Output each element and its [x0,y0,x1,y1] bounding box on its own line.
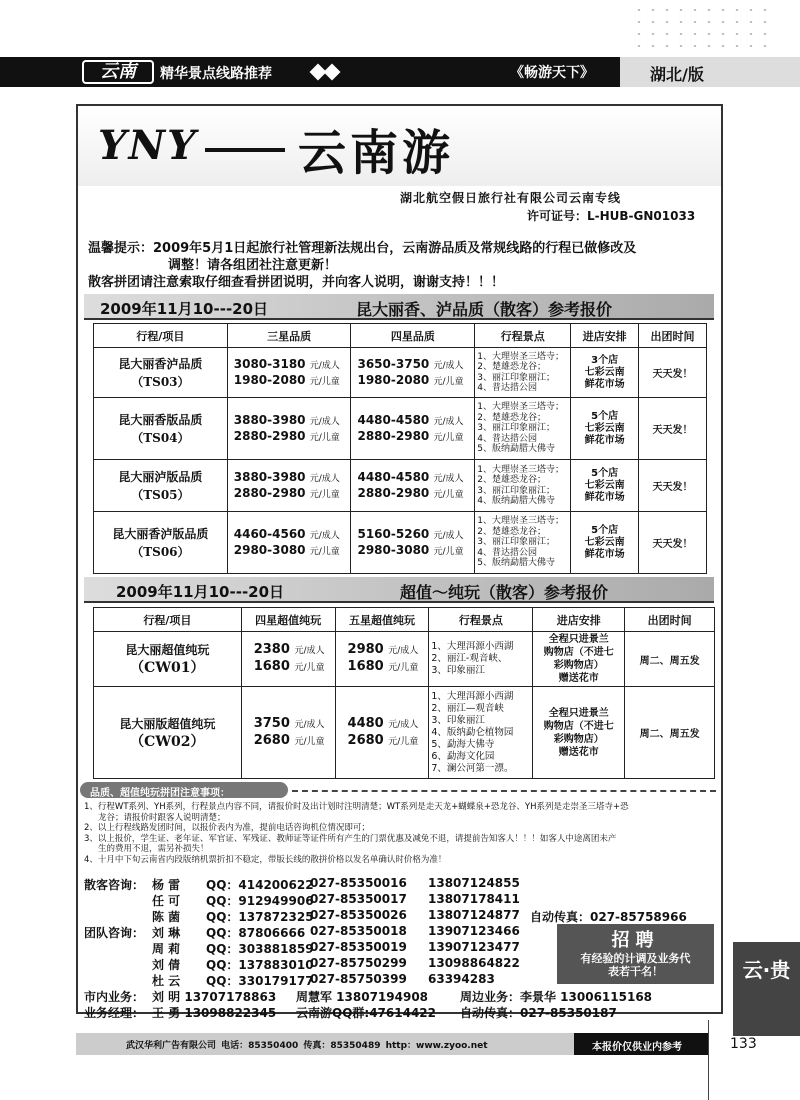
route-name: 昆大丽版超值纯玩 [119,716,216,731]
price-adult: 4460-4560 [233,526,306,541]
contact-mobile: 13907123477 [428,940,520,954]
contact-mobile: 13907123466 [428,924,520,938]
col-header: 行程/项目 [94,608,242,632]
contact-mobile: 13807178411 [428,892,520,906]
price-cell [351,460,475,512]
note-item: 生的费用不退，需另补损失！ [98,844,209,855]
spots-cell: 1、大理崇圣三塔寺； 2、楚雄恐龙谷； 3、丽江印象丽江； 4、版纳勐腊大佛寺 [475,460,571,512]
col-header: 出团时间 [639,324,707,348]
col-header: 行程/项目 [94,324,228,348]
unit-label: 元/成人 [309,360,340,371]
license-number: 许可证号：L-HUB-GN01033 [527,209,696,223]
dashed-divider [292,790,716,792]
contact-name: 杜 云 [152,974,181,988]
header-tagline: 精华景点线路推荐 [160,66,272,82]
route-name-cell [94,460,228,512]
price-adult: 4480-4580 [357,469,430,484]
contact-name: 周 莉 [152,942,181,956]
unit-label: 元/儿童 [433,546,464,557]
col-header: 四星品质 [351,324,475,348]
fax-number: 自动传真：027-85758966 [530,910,687,924]
col-header: 进店安排 [571,324,639,348]
qq-group: 云南游QQ群:47614422 [296,1006,436,1020]
edition-label: 湖北/版 [620,57,800,87]
price-cell [227,348,351,398]
route-code: （TS06） [131,544,190,559]
section1-header [84,294,714,320]
price-child: 2680 [253,732,290,748]
decorative-dot-grid [632,4,772,52]
notice-line: 温馨提示：2009年5月1日起旅行社管理新法规出台，云南游品质及常规线路的行程已做修改及 [88,241,637,256]
recruit-box [557,924,714,984]
departure-cell: 周二、周五发 [625,632,715,687]
unit-label: 元/儿童 [388,736,419,747]
table-row [94,632,715,687]
route-name: 昆大丽泸版品质 [118,469,203,484]
shops-cell: 全程只进景兰 购物店（不进七 彩购物店） 赠送花市 [533,632,625,687]
col-header: 四星超值纯玩 [241,608,335,632]
shops-cell: 5个店 七彩云南 鲜花市场 [571,512,639,574]
price-child: 2880-2980 [357,428,430,443]
price-child: 1680 [253,659,290,674]
table-header-row [94,608,715,632]
contact-name: 杨 雷 [152,878,181,892]
table-row [94,398,707,460]
contact-name: 刘 琳 [152,926,181,940]
route-name-cell [94,348,228,398]
col-header: 五星超值纯玩 [335,608,429,632]
contact-label: 散客咨询： [84,878,145,892]
note-item: 4、十月中下旬云南省内段版纳机票折扣不稳定，带版长线的散拼价格以发名单确认时价格为准！ [84,854,447,865]
departure-cell: 天天发！ [639,460,707,512]
contact-name: 刘 倩 [152,958,181,972]
unit-label: 元/成人 [388,719,419,730]
price-child: 2880-2980 [233,485,306,500]
contact-mobile: 13098864822 [428,956,520,970]
contact-qq: QQ：330179177 [206,974,314,988]
departure-cell: 天天发！ [639,348,707,398]
note-item: 3、以上报价，学生证、老年证、军官证、军残证、教师证等证件所有产生的门票优惠及减免不退，请提前告知客人！！！如客人中途离团未产 [84,833,617,844]
reference-note: 本报价仅供业内参考 [574,1033,708,1055]
spots-cell: 1、大理崇圣三塔寺； 2、楚雄恐龙谷； 3、丽江印象丽江； 4、普达措公园 5、版纳勐腊大佛寺 [475,398,571,460]
notice-block [88,240,713,291]
price-adult: 2380 [253,642,290,657]
unit-label: 元/成人 [388,646,419,656]
unit-label: 元/儿童 [309,376,340,387]
brand-logo: 云南 [82,60,154,84]
price-adult: 3880-3980 [233,469,306,484]
price-cell [351,348,475,398]
spots-cell: 1、大理崇圣三塔寺； 2、楚雄恐龙谷； 3、丽江印象丽江； 4、普达措公园 5、版纳勐腊大佛寺 [475,512,571,574]
shops-cell: 3个店 七彩云南 鲜花市场 [571,348,639,398]
route-name-cell [94,632,242,687]
price-child: 2980-3080 [357,542,430,557]
unit-label: 元/儿童 [433,376,464,387]
route-name-cell [94,687,242,779]
contact-name: 陈 菌 [152,910,181,924]
unit-label: 元/儿童 [294,663,325,673]
contact-phone: 027-85350017 [310,892,407,906]
shops-cell: 全程只进景兰 购物店（不进七 彩购物店） 赠送花市 [533,687,625,779]
logo-script-text: YNY [98,122,198,169]
section1-title: 昆大丽香、泸品质（散客）参考报价 [356,300,613,319]
price-cell [335,687,429,779]
contact-phone: 027-85750299 [310,956,407,970]
region-tab: 云·贵 [733,942,800,1036]
contact-manager: 王 勇 13098822345 [152,1006,277,1020]
col-header: 行程景点 [475,324,571,348]
unit-label: 元/成人 [309,530,340,541]
price-cell [241,687,335,779]
route-code: （TS03） [131,374,190,389]
section2-header [84,577,714,603]
contact-label: 团队咨询： [84,926,145,940]
departure-cell: 天天发！ [639,398,707,460]
price-adult: 3080-3180 [233,356,306,371]
route-name: 昆大丽香泸品质 [118,356,203,371]
section2-title: 超值～纯玩（散客）参考报价 [400,583,609,602]
fax-number: 自动传真：027-85350187 [460,1006,617,1020]
contact-phone: 027-85350016 [310,876,407,890]
departure-cell: 天天发！ [639,512,707,574]
table-row [94,687,715,779]
section2-date: 2009年11月10---20日 [116,583,285,601]
contact-label: 业务经理： [84,1006,145,1020]
table-header-row [94,324,707,348]
price-cell [227,398,351,460]
price-child: 1980-2080 [233,372,306,387]
recruit-text: 有经验的计调及业务代 [580,952,691,965]
col-header: 行程景点 [429,608,533,632]
col-header: 三星品质 [227,324,351,348]
unit-label: 元/成人 [433,530,464,541]
spots-cell: 1、大理洱源小西湖 2、丽江-观音峡、 3、印象丽江 [429,632,533,687]
price-adult: 3880-3980 [233,412,306,427]
contact-mobile: 13807124855 [428,876,520,890]
contact-name: 任 可 [152,894,181,908]
col-header: 进店安排 [533,608,625,632]
contact-qq: QQ：912949906 [206,894,314,908]
page-number: 133 [730,1036,757,1052]
notes-tag: 品质、超值纯玩拼团注意事项： [80,782,288,798]
footer-bar: 武汉华利广告有限公司 电话：85350400 传真：85350489 http：www.zyoo.net [76,1033,636,1055]
unit-label: 元/儿童 [309,489,340,500]
note-item: 2、以上行程线路发团时间，以报价表内为准，提前电话咨询机位情况即可； [84,823,370,834]
price-cell [351,398,475,460]
contact-label: 市内业务： [84,990,145,1004]
departure-cell: 周二、周五发 [625,687,715,779]
contact-qq: QQ：137883010 [206,958,314,972]
contact-city: 刘 明 13707178863 [152,990,277,1004]
unit-label: 元/儿童 [309,432,340,443]
notice-line: 散客拼团请注意索取仔细查看拼团说明，并向客人说明，谢谢支持！！！ [88,275,505,290]
contact-phone: 027-85350019 [310,940,407,954]
contact-phone: 027-85350018 [310,924,407,938]
price-adult: 4480 [347,715,384,731]
shops-cell: 5个店 七彩云南 鲜花市场 [571,398,639,460]
notice-line: 调整！请各组团社注意更新！ [168,258,338,273]
price-child: 1980-2080 [357,372,430,387]
price-adult: 4480-4580 [357,412,430,427]
price-cell [335,632,429,687]
logo-dash [205,148,285,152]
agency-name: 湖北航空假日旅行社有限公司云南专线 [400,191,622,205]
price-cell [227,460,351,512]
price-adult: 2980 [347,642,384,657]
route-code: （CW02） [130,733,205,750]
contact-qq: QQ：137872325 [206,910,314,924]
price-adult: 5160-5260 [357,526,430,541]
contact-qq: QQ：303881859 [206,942,314,956]
price-child: 2680 [347,732,384,748]
price-cell [227,512,351,574]
price-child: 2880-2980 [357,485,430,500]
price-adult: 3650-3750 [357,356,430,371]
contact-mobile: 13807124877 [428,908,520,922]
logo-chinese-title: 云南游 [298,125,455,181]
price-child: 2980-3080 [233,542,306,557]
spots-cell: 1、大理洱源小西湖 2、丽江—观音峡 3、印象丽江 4、版纳勐仑植物园 5、勐海大佛寺 6、勐海文化园 7、澜公河第一漂。 [429,687,533,779]
page-divider [708,1020,709,1100]
price-child: 2880-2980 [233,428,306,443]
spots-cell: 1、大理崇圣三塔寺； 2、楚雄恐龙谷； 3、丽江印象丽江； 4、普达措公园 [475,348,571,398]
section1-date: 2009年11月10---20日 [100,300,269,318]
unit-label: 元/成人 [309,416,340,427]
route-code: （CW01） [130,660,205,676]
route-name-cell [94,512,228,574]
route-code: （TS04） [131,430,190,445]
table-row [94,460,707,512]
unit-label: 元/成人 [309,473,340,484]
contact-city: 周边业务：李景华 13006115168 [460,990,653,1004]
contact-phone: 027-85750399 [310,972,407,986]
unit-label: 元/成人 [433,416,464,427]
contact-mobile: 63394283 [428,972,495,986]
note-item: 龙谷；请报价时跟客人说明清楚； [98,812,226,823]
recruit-text: 表若干名！ [608,965,663,978]
table-row [94,348,707,398]
magazine-name: 《畅游天下》 [510,65,594,81]
contact-city: 周慧军 13807194908 [296,990,429,1004]
unit-label: 元/儿童 [388,663,419,673]
contact-qq: QQ：87806666 [206,926,306,940]
route-name: 昆大丽香泸版品质 [112,526,209,541]
route-name: 昆大丽超值纯玩 [125,643,210,657]
unit-label: 元/儿童 [294,736,325,747]
price-cell [241,632,335,687]
route-name: 昆大丽香版品质 [118,412,203,427]
unit-label: 元/成人 [294,719,325,730]
route-code: （TS05） [131,487,190,502]
unit-label: 元/儿童 [309,546,340,557]
unit-label: 元/儿童 [433,489,464,500]
contact-qq: QQ：414200622 [206,878,314,892]
value-price-table [93,607,715,779]
table-row [94,512,707,574]
shops-cell: 5个店 七彩云南 鲜花市场 [571,460,639,512]
notes-list [84,802,716,866]
price-child: 1680 [347,659,384,674]
quality-price-table [93,323,707,574]
route-name-cell [94,398,228,460]
note-item: 1、行程WT系列、YH系列，行程景点内容不同，请报价时及出计划时注明清楚；WT系列是走天龙+蝴蝶泉+恐龙谷、YH系列是走崇圣三塔寺+恐 [84,802,629,812]
recruit-title: 招聘 [611,930,660,951]
unit-label: 元/成人 [433,360,464,371]
unit-label: 元/成人 [294,646,325,656]
col-header: 出团时间 [625,608,715,632]
unit-label: 元/儿童 [433,432,464,443]
price-adult: 3750 [253,715,290,731]
price-cell [351,512,475,574]
contact-phone: 027-85350026 [310,908,407,922]
unit-label: 元/成人 [433,473,464,484]
